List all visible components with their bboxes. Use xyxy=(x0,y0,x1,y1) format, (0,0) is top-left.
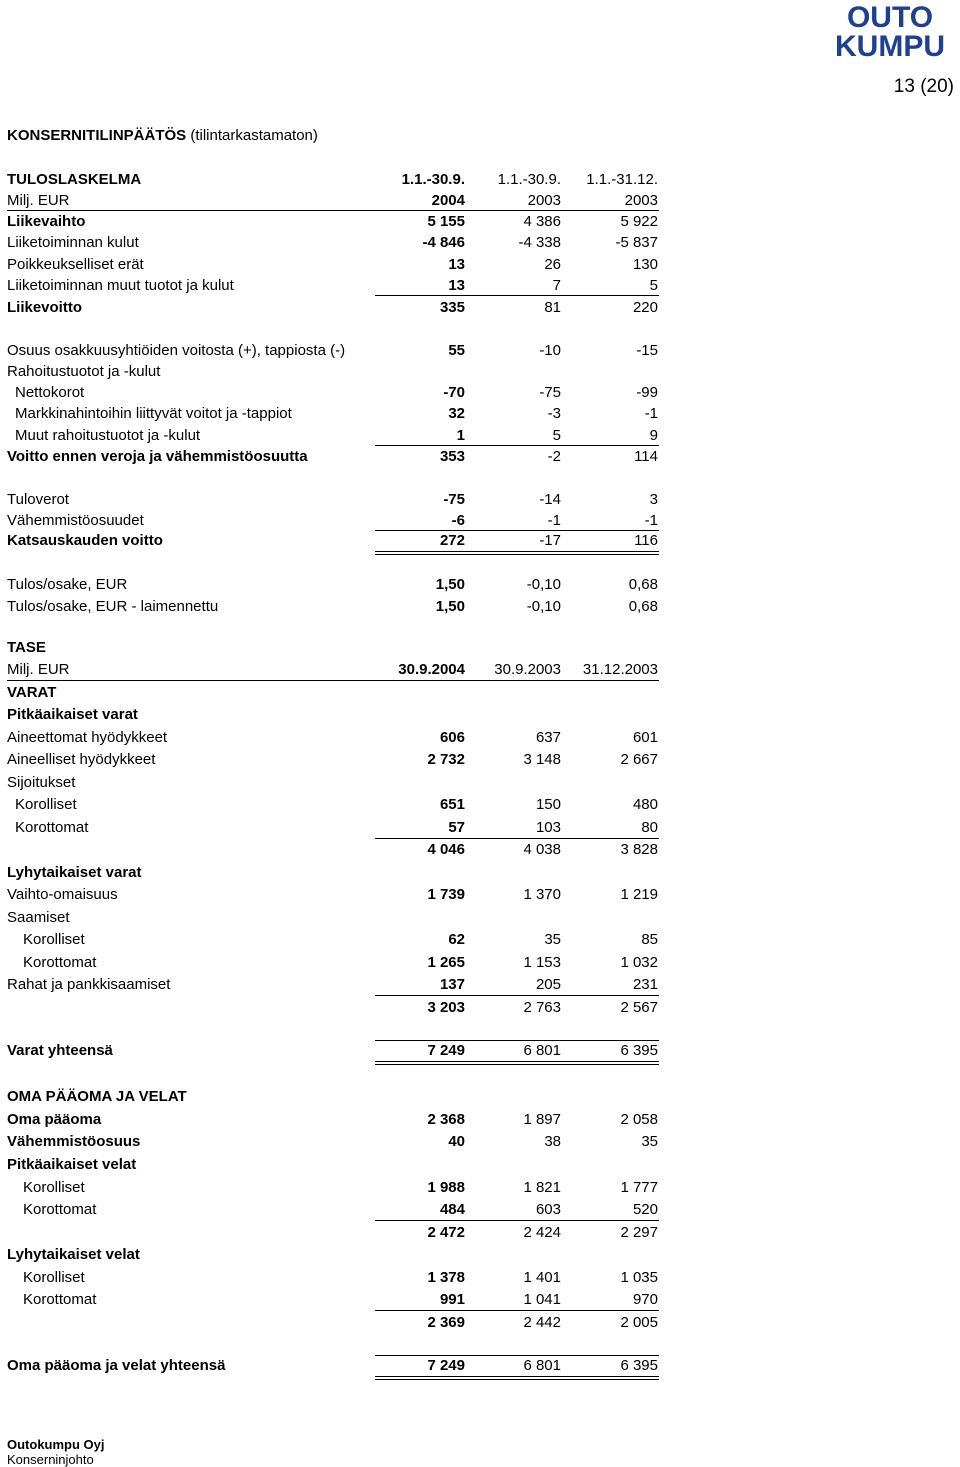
value-col3: 1 032 xyxy=(620,954,658,971)
subtotal-line xyxy=(375,445,659,446)
value-col2: 103 xyxy=(535,819,561,836)
value-col3: 35 xyxy=(641,1133,658,1150)
period-3: 1.1.-31.12. xyxy=(586,171,658,188)
table-row xyxy=(0,512,960,532)
table-row xyxy=(0,1088,960,1108)
value-col2: 81 xyxy=(544,299,561,316)
value-col3: 2 058 xyxy=(620,1111,658,1128)
value-col1: -4 846 xyxy=(422,234,465,251)
value-col2: -14 xyxy=(539,491,561,508)
value-col2: 26 xyxy=(544,256,561,273)
value-col2: -10 xyxy=(539,342,561,359)
total-double-line-2 xyxy=(375,1379,659,1380)
value-col1: -75 xyxy=(443,491,465,508)
row-label: Lyhytaikaiset velat xyxy=(7,1246,140,1263)
value-col2: -2 xyxy=(547,448,561,465)
table-row xyxy=(0,1133,960,1153)
value-col1: 484 xyxy=(439,1201,465,1218)
value-col2: 150 xyxy=(535,796,561,813)
table-row xyxy=(0,1042,960,1062)
table-row xyxy=(0,796,960,816)
row-label: Tulos/osake, EUR xyxy=(7,576,128,593)
row-label: Liiketoiminnan kulut xyxy=(7,234,139,251)
value-col3: 231 xyxy=(632,976,658,993)
table-row xyxy=(0,1269,960,1289)
header-underline xyxy=(7,210,659,211)
value-col3: 220 xyxy=(632,299,658,316)
row-label: Poikkeukselliset erät xyxy=(7,256,144,273)
value-col1: 4 046 xyxy=(427,841,465,858)
header-underline xyxy=(7,680,659,681)
row-label: Korottomat xyxy=(23,954,97,971)
value-col2: 4 386 xyxy=(523,213,561,230)
value-col2: 1 370 xyxy=(523,886,561,903)
row-label: Liikevoitto xyxy=(7,299,83,316)
row-label: Lyhytaikaiset varat xyxy=(7,864,142,881)
value-col2: -17 xyxy=(539,532,561,549)
row-label: Voitto ennen veroja ja vähemmistöosuutta xyxy=(7,448,308,465)
value-col2: 6 801 xyxy=(523,1357,561,1374)
row-label: Katsauskauden voitto xyxy=(7,532,163,549)
row-label: Oma pääoma ja velat yhteensä xyxy=(7,1357,226,1374)
table-row xyxy=(0,864,960,884)
value-col3: 85 xyxy=(641,931,658,948)
value-col2: 3 148 xyxy=(523,751,561,768)
value-col3: 3 xyxy=(649,491,658,508)
value-col1: 5 155 xyxy=(427,213,465,230)
value-col3: 2 297 xyxy=(620,1224,658,1241)
table-row xyxy=(0,256,960,276)
table-row xyxy=(0,598,960,618)
year-3: 2003 xyxy=(624,192,658,209)
row-label: Vähemmistöosuudet xyxy=(7,512,144,529)
total-double-line-2 xyxy=(375,1064,659,1065)
table-row xyxy=(0,729,960,749)
value-col3: 6 395 xyxy=(620,1042,658,1059)
table-row xyxy=(0,363,960,383)
table-row xyxy=(0,576,960,596)
value-col1: -70 xyxy=(443,384,465,401)
row-label: Korottomat xyxy=(23,1291,97,1308)
row-label: Aineettomat hyödykkeet xyxy=(7,729,168,746)
table-row xyxy=(0,277,960,297)
row-label: Markkinahintoihin liittyvät voitot ja -tappiot xyxy=(15,405,292,422)
balance-sheet-heading: TASE xyxy=(7,639,46,656)
value-col3: 9 xyxy=(649,427,658,444)
table-row xyxy=(0,1111,960,1131)
table-row xyxy=(0,427,960,447)
balance-sheet-heading-row xyxy=(0,639,960,659)
value-col3: 1 219 xyxy=(620,886,658,903)
table-row xyxy=(0,774,960,794)
value-col1: 651 xyxy=(439,796,465,813)
year-2: 2003 xyxy=(527,192,561,209)
value-col1: 1 265 xyxy=(427,954,465,971)
value-col1: 606 xyxy=(439,729,465,746)
table-row xyxy=(0,1246,960,1266)
value-col2: 1 897 xyxy=(523,1111,561,1128)
value-col2: -75 xyxy=(539,384,561,401)
row-label: Korottomat xyxy=(23,1201,97,1218)
value-col1: 7 249 xyxy=(427,1042,465,1059)
value-col2: 1 821 xyxy=(523,1179,561,1196)
table-row xyxy=(0,954,960,974)
table-row xyxy=(0,706,960,726)
value-col3: 3 828 xyxy=(620,841,658,858)
date-2: 30.9.2003 xyxy=(494,661,561,678)
value-col2: 1 401 xyxy=(523,1269,561,1286)
value-col1: 57 xyxy=(448,819,465,836)
value-col1: -6 xyxy=(451,512,465,529)
logo-text-bottom: KUMPU xyxy=(835,30,945,60)
value-col3: 80 xyxy=(641,819,658,836)
page-number: 13 (20) xyxy=(893,76,954,97)
table-row xyxy=(0,976,960,996)
value-col2: 1 041 xyxy=(523,1291,561,1308)
value-col3: 601 xyxy=(632,729,658,746)
value-col2: -0,10 xyxy=(526,598,561,615)
value-col1: 1,50 xyxy=(435,598,465,615)
table-row xyxy=(0,299,960,319)
value-col3: 130 xyxy=(632,256,658,273)
table-row xyxy=(0,384,960,404)
row-label: Oma pääoma xyxy=(7,1111,102,1128)
table-row xyxy=(0,886,960,906)
row-label: Korolliset xyxy=(23,1179,85,1196)
value-col2: 38 xyxy=(544,1133,561,1150)
value-col2: 1 153 xyxy=(523,954,561,971)
row-label: Liiketoiminnan muut tuotot ja kulut xyxy=(7,277,234,294)
row-label: Saamiset xyxy=(7,909,70,926)
row-label: Vaihto-omaisuus xyxy=(7,886,118,903)
table-row xyxy=(0,1156,960,1176)
value-col1: 13 xyxy=(448,256,465,273)
row-label: Osuus osakkuusyhtiöiden voitosta (+), tappiosta (-) xyxy=(7,342,346,359)
row-label: Korolliset xyxy=(15,796,77,813)
value-col3: -1 xyxy=(644,405,658,422)
row-label: VARAT xyxy=(7,684,57,701)
value-col1: 1 739 xyxy=(427,886,465,903)
value-col3: 970 xyxy=(632,1291,658,1308)
value-col2: 2 424 xyxy=(523,1224,561,1241)
value-col1: 1,50 xyxy=(435,576,465,593)
table-row xyxy=(0,491,960,511)
total-double-line-1 xyxy=(375,551,659,552)
value-col3: 480 xyxy=(632,796,658,813)
table-row xyxy=(0,1357,960,1377)
total-double-line-2 xyxy=(375,554,659,555)
value-col2: -0,10 xyxy=(526,576,561,593)
value-col2: -1 xyxy=(547,512,561,529)
value-col2: 205 xyxy=(535,976,561,993)
logo-text-top: OUTO xyxy=(846,1,934,34)
subtotal-line xyxy=(375,838,659,839)
title-main: KONSERNITILINPÄÄTÖS xyxy=(7,127,187,144)
value-col3: 1 777 xyxy=(620,1179,658,1196)
value-col1: 991 xyxy=(439,1291,465,1308)
value-col3: -5 837 xyxy=(615,234,658,251)
subtotal-line xyxy=(375,995,659,996)
value-col2: 6 801 xyxy=(523,1042,561,1059)
value-col2: 2 442 xyxy=(523,1314,561,1331)
year-1: 2004 xyxy=(431,192,465,209)
value-col1: 32 xyxy=(448,405,465,422)
subtotal-line xyxy=(375,530,659,531)
unit-label: Milj. EUR xyxy=(7,192,70,209)
value-col3: 116 xyxy=(634,532,658,549)
value-col2: -3 xyxy=(547,405,561,422)
row-label: Vähemmistöosuus xyxy=(7,1133,141,1150)
period-2: 1.1.-30.9. xyxy=(497,171,561,188)
table-row xyxy=(0,234,960,254)
row-label: Korottomat xyxy=(15,819,89,836)
value-col3: 5 xyxy=(649,277,658,294)
value-col1: 40 xyxy=(448,1133,465,1150)
value-col1: 2 732 xyxy=(427,751,465,768)
value-col1: 2 368 xyxy=(427,1111,465,1128)
subtotal-line xyxy=(375,1310,659,1311)
value-col1: 2 472 xyxy=(427,1224,465,1241)
row-label: Varat yhteensä xyxy=(7,1042,113,1059)
value-col1: 335 xyxy=(439,299,465,316)
row-label: Tulos/osake, EUR - laimennettu xyxy=(7,598,219,615)
value-col3: 2 667 xyxy=(620,751,658,768)
value-col1: 62 xyxy=(448,931,465,948)
date-3: 31.12.2003 xyxy=(582,661,658,678)
unit-label: Milj. EUR xyxy=(7,661,70,678)
value-col3: -99 xyxy=(636,384,658,401)
table-row xyxy=(0,684,960,704)
period-1: 1.1.-30.9. xyxy=(401,171,465,188)
subtotal-line xyxy=(375,1355,659,1356)
total-double-line-1 xyxy=(375,1061,659,1062)
value-col1: 272 xyxy=(439,532,465,549)
table-row xyxy=(0,1291,960,1311)
footer-company: Outokumpu Oyj xyxy=(7,1437,105,1452)
value-col3: -1 xyxy=(644,512,658,529)
row-label: Korolliset xyxy=(23,931,85,948)
table-row xyxy=(0,405,960,425)
value-col1: 55 xyxy=(448,342,465,359)
row-label: Nettokorot xyxy=(15,384,85,401)
table-row xyxy=(0,1179,960,1199)
table-row xyxy=(0,532,960,552)
value-col2: 4 038 xyxy=(523,841,561,858)
value-col1: 2 369 xyxy=(427,1314,465,1331)
row-label: Pitkäaikaiset varat xyxy=(7,706,138,723)
row-label: Rahoitustuotot ja -kulut xyxy=(7,363,161,380)
value-col3: 0,68 xyxy=(628,576,658,593)
date-1: 30.9.2004 xyxy=(398,661,465,678)
value-col3: 5 922 xyxy=(620,213,658,230)
income-statement-heading: TULOSLASKELMA xyxy=(7,171,142,188)
row-label: Liikevaihto xyxy=(7,213,86,230)
value-col3: 6 395 xyxy=(620,1357,658,1374)
footer xyxy=(7,1437,105,1467)
row-label: Sijoitukset xyxy=(7,774,76,791)
value-col3: 114 xyxy=(634,448,658,465)
value-col2: 2 763 xyxy=(523,999,561,1016)
value-col2: 7 xyxy=(552,277,561,294)
value-col1: 13 xyxy=(448,277,465,294)
value-col3: 0,68 xyxy=(628,598,658,615)
table-row xyxy=(0,342,960,362)
value-col2: 35 xyxy=(544,931,561,948)
row-label: OMA PÄÄOMA JA VELAT xyxy=(7,1088,187,1105)
subtotal-line xyxy=(375,295,659,296)
value-col3: 2 005 xyxy=(620,1314,658,1331)
table-row xyxy=(0,819,960,839)
value-col1: 7 249 xyxy=(427,1357,465,1374)
table-row xyxy=(0,909,960,929)
table-row xyxy=(0,999,960,1019)
total-double-line-1 xyxy=(375,1376,659,1377)
income-statement-heading-row xyxy=(0,171,960,191)
value-col3: 1 035 xyxy=(620,1269,658,1286)
value-col1: 353 xyxy=(439,448,465,465)
row-label: Aineelliset hyödykkeet xyxy=(7,751,156,768)
subtotal-line xyxy=(375,1040,659,1041)
value-col2: 5 xyxy=(552,427,561,444)
subtotal-line xyxy=(375,1220,659,1221)
value-col3: 2 567 xyxy=(620,999,658,1016)
table-row xyxy=(0,213,960,233)
balance-sheet-unit-row xyxy=(0,661,960,681)
row-label: Muut rahoitustuotot ja -kulut xyxy=(15,427,201,444)
table-row xyxy=(0,931,960,951)
footer-department: Konserninjohto xyxy=(7,1452,94,1467)
value-col3: 520 xyxy=(632,1201,658,1218)
value-col1: 1 xyxy=(456,427,465,444)
income-statement-unit-row xyxy=(0,192,960,212)
title-qualifier: (tilintarkastamaton) xyxy=(186,127,318,144)
table-row xyxy=(0,1224,960,1244)
value-col3: -15 xyxy=(636,342,658,359)
row-label: Rahat ja pankkisaamiset xyxy=(7,976,171,993)
value-col1: 1 988 xyxy=(427,1179,465,1196)
table-row xyxy=(0,1314,960,1334)
row-label: Tuloverot xyxy=(7,491,69,508)
table-row xyxy=(0,751,960,771)
value-col1: 3 203 xyxy=(427,999,465,1016)
value-col1: 137 xyxy=(439,976,465,993)
row-label: Korolliset xyxy=(23,1269,85,1286)
table-row xyxy=(0,1201,960,1221)
value-col1: 1 378 xyxy=(427,1269,465,1286)
row-label: Pitkäaikaiset velat xyxy=(7,1156,137,1173)
value-col2: 637 xyxy=(535,729,561,746)
value-col2: -4 338 xyxy=(518,234,561,251)
table-row xyxy=(0,841,960,861)
value-col2: 603 xyxy=(535,1201,561,1218)
table-row xyxy=(0,448,960,468)
